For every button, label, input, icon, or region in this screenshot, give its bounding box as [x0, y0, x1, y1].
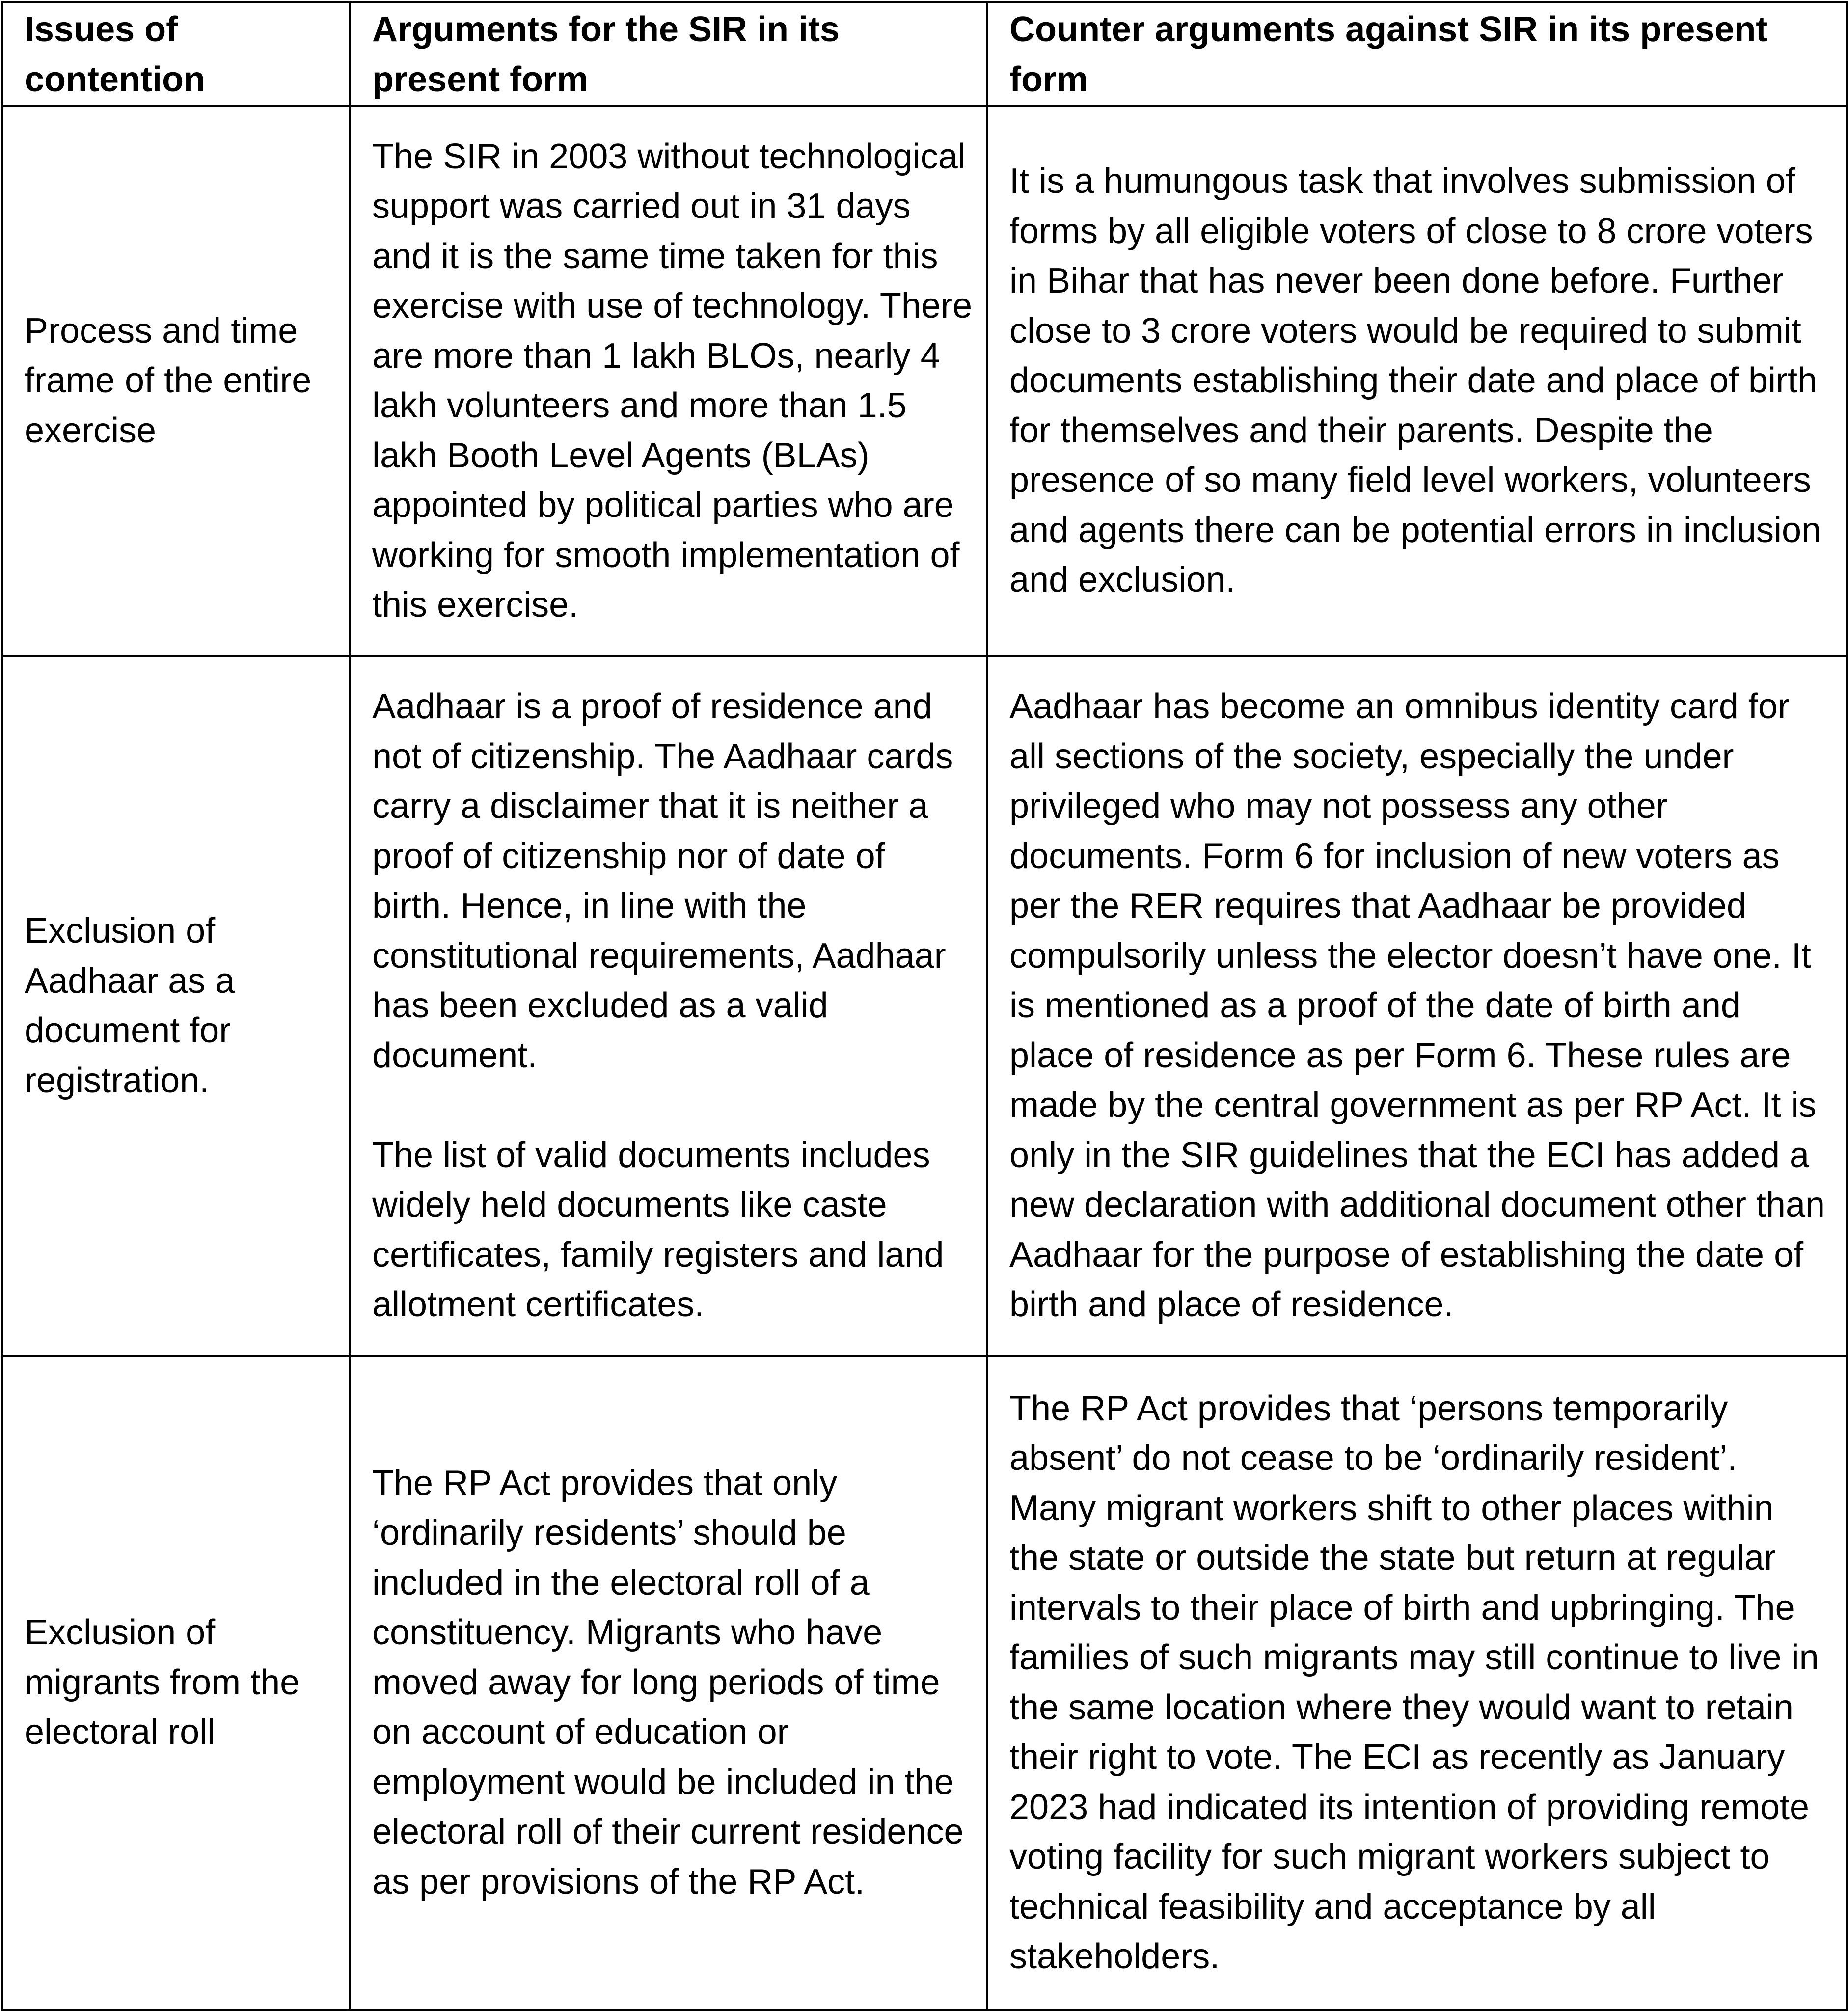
sir-comparison-table-wrapper: [1, 1, 1846, 2008]
arguments-for-paragraph: The SIR in 2003 without technological support was carried out in 31 days and it is the same time taken for this exercise with use of technology. There are more than 1 lakh BLOs, nearly 4 lakh volunteers and more than 1.5 lakh Booth Level Agents (BLAs) appointed by political parties who are working for smooth implementation of this exercise.: [372, 136, 972, 625]
table-row: [2, 1356, 1847, 2010]
table-header-row: [2, 2, 1847, 106]
counter-arguments-paragraph: Aadhaar has become an omnibus identity card for all sections of the society, especially the under privileged who may not possess any other documents. Form 6 for inclusion of new voters as per the RER requires that Aadhaar be provided compulsorily unless the elector doesn’t have one. It is mentioned as a proof of the date of birth and place of residence as per Form 6. These rules are made by the central government as per RP Act. It is only in the SIR guidelines that the ECI has added a new declaration with additional document other than Aadhaar for the purpose of establishing the date of birth and place of residence.: [1009, 687, 1825, 1325]
arguments-for-paragraph: The list of valid documents includes widely held documents like caste certificates, family registers and land allotment certificates.: [372, 1135, 944, 1325]
counter-arguments-paragraph: It is a humungous task that involves submission of forms by all eligible voters of close to 8 crore voters in Bihar that has never been done before. Further close to 3 crore voters would be required to submit documents establishing their date and place of birth for themselves and their parents. Despite the presence of so many field level workers, volunteers and agents there can be potential errors in inclusion and exclusion.: [1009, 162, 1821, 600]
table-row: [2, 106, 1847, 656]
arguments-for-cell: [350, 106, 987, 656]
header-counter-arguments: Counter arguments against SIR in its present form: [987, 2, 1847, 106]
sir-comparison-table: [1, 1, 1848, 2011]
arguments-for-paragraph: Aadhaar is a proof of residence and not of citizenship. The Aadhaar cards carry a disclaimer that it is neither a proof of citizenship nor of date of birth. Hence, in line with the constitutional requirements, Aadhaar has been excluded as a valid document.: [372, 687, 953, 1075]
counter-arguments-cell: [987, 656, 1847, 1356]
arguments-for-cell: [350, 656, 987, 1356]
header-arguments-for: Arguments for the SIR in its present form: [350, 2, 987, 106]
arguments-for-cell: [350, 1356, 987, 2010]
table-row: [2, 656, 1847, 1356]
counter-arguments-paragraph: The RP Act provides that ‘persons temporarily absent’ do not cease to be ‘ordinarily resident’. Many migrant workers shift to other places within the state or outside the state but return at regular intervals to their place of birth and upbringing. The families of such migrants may still continue to live in the same location where they would want to retain their right to vote. The ECI as recently as January 2023 had indicated its intention of providing remote voting facility for such migrant workers subject to technical feasibility and acceptance by all stakeholders.: [1009, 1388, 1819, 1976]
counter-arguments-cell: [987, 1356, 1847, 2010]
issue-cell: Exclusion of Aadhaar as a document for registration.: [2, 656, 350, 1356]
issue-cell: Exclusion of migrants from the electoral roll: [2, 1356, 350, 2010]
counter-arguments-cell: [987, 106, 1847, 656]
arguments-for-paragraph: The RP Act provides that only ‘ordinarily residents’ should be included in the electoral roll of a constituency. Migrants who have moved away for long periods of time on account of education or employment would be included in the electoral roll of their current residence as per provisions of the RP Act.: [372, 1463, 964, 1902]
issue-cell: Process and time frame of the entire exercise: [2, 106, 350, 656]
header-issues-of-contention: Issues of contention: [2, 2, 350, 106]
